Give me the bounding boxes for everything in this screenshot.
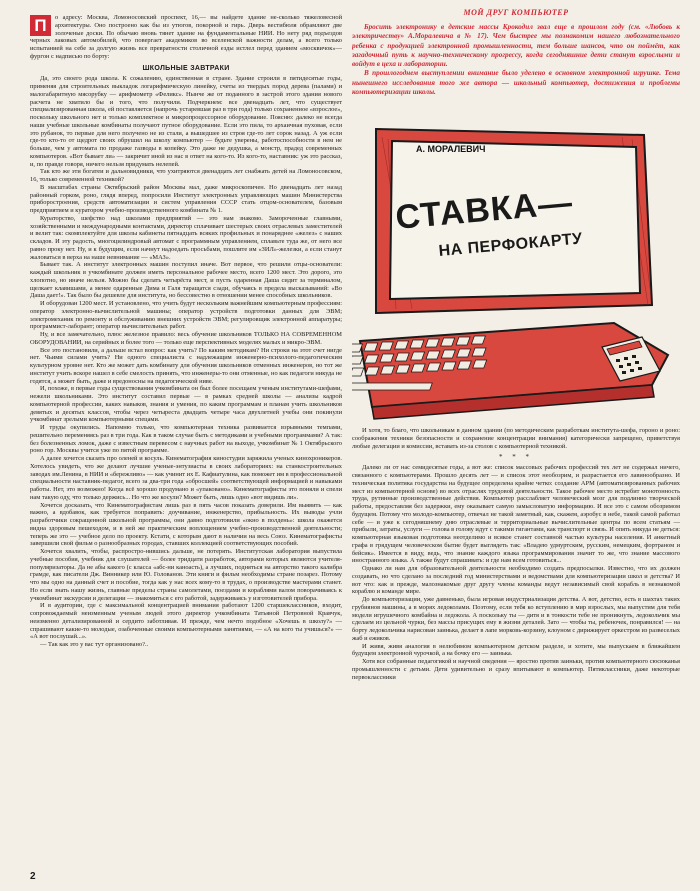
drop-cap: П [30, 15, 51, 36]
article-title-line1: СТАВКА— [394, 183, 575, 238]
rubric-title: МОЙ ДРУГ КОМПЬЮТЕР [463, 8, 569, 17]
lead-paragraph: Бросить электронику в детские массы Крокодил звал еще в прошлом году (см. «Любовь к электричеству» А.Моралевича в № 17). Чем быстрее мы познакомим нашего любознательного ребенка с продукцией электронной промышленности, тем больше шансов, что он поймёт, как загадочный путь к научно-техническому прогрессу, когда сегодняшние дети станут взрослыми и войдут в цеха и лаборатории. [352, 23, 680, 69]
body-paragraph: Все это постановили, а дальше встал вопрос: как учить? По каким методикам? Ни строки на этот счет нигде нет. Чьими силами учить? Ни одного специалиста с надлежащим инженерно-психолого-педагогическим культурном уровне нет. Кто же может дать комбинату для обучения школьников отменных инженеров, но тот же институт учить вскоре нашел в себе смелость принять, что инженеры-то они отменные, но как педагоги никуда не годятся, а может быть, даже и вредоносны на педагогической ниве. [30, 346, 342, 385]
intro-paragraph: о адресу: Москва, Ломоносовский проспект, 16,— вы найдете здание не-сколько тяжеловесной архитектуры. Оно построено как бы из утюгов, покорной и гирь. Дверь вестибюля обрамляют две золоченые доски. По обычаю вновь тянет здание на фундаментальные НИИ. Но нету ряд подъездов черных лаковых автомобилей, что повергает академиков во вселенской важности делам, а всего только испытанией на себе за долгую жизнь все превратности столичной езды истлел перед зданием «москвичок»— фургон с надписью по борту: [30, 14, 342, 60]
section-divider-stars: * * * [499, 452, 533, 461]
section-subhead: ШКОЛЬНЫЕ ЗАВТРАКИ [142, 64, 230, 72]
body-paragraph: Далеко ли от нас семидесятые годы, а вот же: список массовых рабочих профессий тех лет не содержал ничего, связанного с компьютерами. Прошло десять лет — и список этот необозрим, и разрастается его лавинообразно. И техническая политика государства на будущее определена крайне четко: создание АРМ (автоматизированных рабочих мест из компьютерной основе) во всех отраслях трудовой деятельности. Такое рабочее место истребит монотонность труда, рутинные производственные действия. Компьютер расслабляет человеческий мозг для подлинно творческой работы, предоставляя без задержки, ему оказывает самую замысловатую информацию. И все это с самом обозримом будущем. Потому что молодо-компьютер, отвечал не такой заметный, как, скажем, аэробус в небе, такой самой работал себе — и уже к сегодняшнему дню отраслевые и территориальные вычислительные центры по всем статьям — прибыли, затраты, услуги — голова в голову идут с такими гигантами, как транспорт и связь. И опять никуда не деться: компьютерная языковая подготовка неотделимо и всякое станет составной частью культуры населения. И анкетный графа в грядущем человеческом бытие будет выглядеть так: «Владею удмуртским, русским, немецким, фортраном и бейсик». Имеется в виду, ведь, что знание каждого языка программирования значит то же, что знание массового иностранного языка. А также будут спрашивать: и где нам всем готовиться... [352, 464, 680, 565]
body-paragraph: Хочется досказать, что Кинематографистам лишь раз в пять часов показать доверили. Им выявить — как важно, а вдобавок, как требуется поправить: доучивание, инженерство, прибыльность. Их выводы учли разработчики сокращенной школьной программы, они давно подготовили «окно в полдень»: школа окажется видна здоровым пешеходом, и в ней же практическим воплощением учебно-производственной деятельности; теперь же это — учебное дело по проекту. Кстати, с которым дают в наличии на весь Союз. Кинематографисты завершили свой фильм о разнообразных городах, ставших коллекцией соответствующих пособий. [30, 501, 342, 548]
body-paragraph: И в аудитории, где с максимальной концентрацией внимания работают 1200 старшеклассников, входит, сопровождаемый неизменным ученым людей этого директор учкомбината Татьяной Петровной Кравчук, неизменно детализированной и сердито заботливая. И прежде, чем нечто подобное «Хочешь в школу?» — спрашивают какие-то молодые, озабоченные своими компьютерными занятиями, — «А на кого ты учишься?» — «А вот послушай...». [30, 602, 342, 641]
body-paragraph: Так кто же эти богатеи и дальновидники, что ухитряются двенадцать лет снабжать детей на Ломоносовском, 16, только современной техникой? [30, 168, 342, 183]
body-paragraph: И, похоже, в первые годы существования учкомбината он был более посещаем ученым институтами-шефами, нежели школьниками. Это институт составил первые — в рамках средней школы — анализы кадрой компьютерной профессии, каких навыков, знания и умения, по каким программам и планам учить школьников девятых и десятых классов, чтобы через четыреста двадцать четыре часа двухлетней учебы они покинули учкомбинат зрелыми компьютерными спецами. [30, 385, 342, 424]
body-paragraph: А далее хочется сказать про оленей и косуль. Кинематография киностудии заряжила ученых кинохроникеров. Хотелось увидеть, что же делают лучшие ученые-энтузиасты в своих лабораториях: на станкостроительных заводах им.Ленина, в НИИ и «бережливо» — как учинит их Е. Кафиатулина, как поможет им в профессиональной специальности наставник-педагог, всего за два-три года «обросшей» соответствующей информацией и навыками работы. Нет, это возможно! Когда всё хорошо продумано и «упаковано». Кинематографисты это поняли и спели нам такую оду, что только держись... Но что же косули? Может быть, лишь одно «вот видишь ли». [30, 455, 342, 501]
body-paragraph: И труды окупились. Напомню только, что компьютерная техника развивается взрывными темпами, решительно переменяясь раз в три года. Как в таком случае быть с методиками и учебными программами? А так: без болезненных ломок, даже с известным перевесом с научных работ на выходе, учкомбинат № 1 Октябрьского роно гор. Москвы учится уже по пятой программе. [30, 424, 342, 455]
body-paragraph: До компьютеризации, уже давненько, была игровая индустриализация детства. А вот, детство, есть в шахтах таких грубиянов машины, а в морях ледоколами. Поэтому, если тебя ко вступлению в мир взрослых, мы выпустим для тебя модели игрушечного комбайна и ледокола. А поскольку ты — дитя и в тонкости тебе не проникнуть, ледокольчик мы сделаем из цельной чурки, без массы присущих ему в жизни деталей. Зато — чтобы ты, ребеночек, понравился! — на борту ледокольчика нарисован заинька, делает в лапе морковь-корзину, клоуном с дирижирует оркестром из развеселых жаб и ежиков. [352, 596, 680, 642]
body-paragraph: И оборудован 1200 мест. И установлено, что учить будут нескольким важнейшим компьютерным профессиям: оператор электронно-вычислительной машины; оператор устройств подготовки данных для ЭВМ; электромеханик по ремонту и обслуживанию внешних устройств ЭВМ; регулировщик электронной аппаратуры; программист-лаборант; оператор вычислительных работ. [30, 300, 342, 331]
body-paragraph: — Так как это у вас тут организовано?.. [40, 641, 149, 648]
page-number: 2 [30, 871, 36, 882]
body-paragraph: Однако ли нам для образовательной деятельности необходимо создать предпосылки. Известно, что их должен создавать, но что сделано за последний год министерствами и ведомствами для компьютеризации школ и детства? И вот что: как и прежде, малознакомые друг другу члены команды ведут независимый свой корабль в незнакомой кораблю и команде мире. [352, 565, 680, 596]
article-title-line2: НА ПЕРФОКАРТУ [438, 230, 584, 261]
body-paragraph: И хотя, то благо, что школьникам в данном здании (по методическим разработкам института-шефа, гороно и роно: соображения техники безопасности и сохранение концентрации внимания) категорически запрещено, приветствуя любые делегации и комиссии, вставать из-за столов с компьютерной техникой. [352, 427, 680, 450]
right-column [352, 8, 680, 874]
body-paragraph: Ну, и все замечательно, плюс железное правило: весь обучение школьников ТОЛЬКО НА СОВРЕМЕННОМ ОБОРУДОВАНИИ, на серийных и более того — только еще перспективных моделях малых и микро-ЭВМ. [30, 331, 342, 346]
computer-drawing [352, 109, 672, 421]
body-paragraph: Кураторство, шефство над школами предприятий — это нам знакомо. Замороченные главными, хозяйственными и международными контактами, директор сплачивает шестерых своих отраслевых заместителей и велит так: скомплектуйте для школы кабинеты пятнадцать всяких профильных и понаряднее «желез» с наших складов. И эту радость, многоцилиндровый автомат с программным управлением, сплавьте туда же, от него все равно проку нет. Ну, и к будущим, если начнут надоедать просьбами, пошлите им «ЗИЛ»-железки, а если станут жаловаться в верха на наше невнимание — «МАЗ». [30, 214, 342, 261]
lead-text [352, 23, 680, 97]
author-name: А. МОРАЛЕВИЧ [416, 144, 486, 155]
body-paragraph: И живя, живя аналогия в нелюбимом компьютерном детском разделе, и хотите, мы выпускаем в ближайшем будущем электронной чурочкой, а на бочку его — заинька. [352, 642, 680, 658]
body-paragraph: В масштабах страны Октябрьский район Москвы мал, даже микроскопичен. Но двенадцать лет назад районный горком, роно, глядя вперед, попросили Институт электронных управляющих машин Министерства приборостроения, средств автоматизации и систем управления СССР стать отцом-основателем, базовым предприятием и куратором учебно-производственного комбината № 1. [30, 183, 342, 214]
computer-illustration [352, 109, 672, 421]
body-paragraph: Бывает так. А институт электронных машин поступил иначе. Вот первое, что решили отцы-основатели: каждый школьник в учкомбинате должен иметь персональное рабочее место, всего 1200 мест. Это дорого, это хлопотно, но иначе нельзя. Можно бы сделать четырёста мест, и пусть одаренная Даша сидит за терминалом, щелкает клавишами, а менее одаренные Дима и Галя таращатся сзади, обучаясь в предела высказываний: «Во Даша дает!». Так было бы дешевле для института, но бессовестно в отношении менее способных школьников. [30, 261, 342, 300]
left-column [30, 14, 342, 874]
body-paragraph: Да, это своего рода школа. К сожалению, единственная в стране. Здание строили в пятидесятые годы, применяя для строительных выкладок логарифмическую линейку, счеты из твердых пород дерева (палами) и малогабаритную мясорубку — арифмометр «Феликс». Нынче же от поданного в застрой этого здания нового расчета не хватило бы и того, что получили. Подчеркнем: все двенадцать лет, что существует специализированная школа, ей поставляется (напрочь устаревшая раз в три года) только сохраненное «взрослое», поскольку школьного нет и только комплектное и микропроцессорное оборудование. Поясню: далеко не всегда наши учебные школьные комбинаты получают путное оборудование. Если это пила, то архаичная пуховая, если это рубанок, то первые для него получено не из стали, а вышедшее из строя где-то лет сорок назад. А уж если где-то кто-то от щедрот своих обрушил на школу компьютер — будьте уверены, работоспособности в нем не больше, чем у автомата по продаже газводы в копейку. Это даже не дедушка, а монстр, прадед современных компьютеров. «Вот бывает ли» — закричит иной из нас в ответ на кого-то. Из кого-то, наставник: уж это рассказ, и, по правде говоря, ничего нельзя придумать нелепей. [30, 75, 342, 168]
body-paragraph: Хочется хвалить, чтобы, распростро-нившись дальше, не потерять. Институтская лаборатория выпустила учебные пособия, учебник для слушателей — более тридцати разработок, авторами которых являются учителя-популяризаторы. Да не абы какого (с класса «абс-ни каноасть), а лучших, подняться на авторство такого калибра грамде, как писатели Дж. Винникер или Ю. Голованов. Эти книги и фильм необходимы стране позарез. Потому что мы одно на данный счет и пособие, тогда как у нас всех кому-то в трудах, о производстве мастерами станет. Но если знать нашу жизнь, главные пределы страны самолетами, поездами и кораблями валом поворачиваясь к учкомбинат экскурсии и делегации — знакомиться с его работой, задерживаясь у изготовителей прибора. [30, 548, 342, 602]
body-paragraph: Хотя все собранные педагогикой и научной сведения — яростно против заиньки, против компьютерного сюсюканья промышленности с детьми. Дети удивительно и сразу впитывают в компьютер. Пятиклассники, даже некоторые первоклассники [352, 658, 680, 681]
right-body [352, 427, 680, 681]
lead-paragraph: В прошлогоднем выступлении внимание было уделено в основном электронной игрушке. Тема нынешнего исследования того же автора — школьный компьютер, достижения и проблемы компьютеризации школы. [352, 69, 680, 97]
